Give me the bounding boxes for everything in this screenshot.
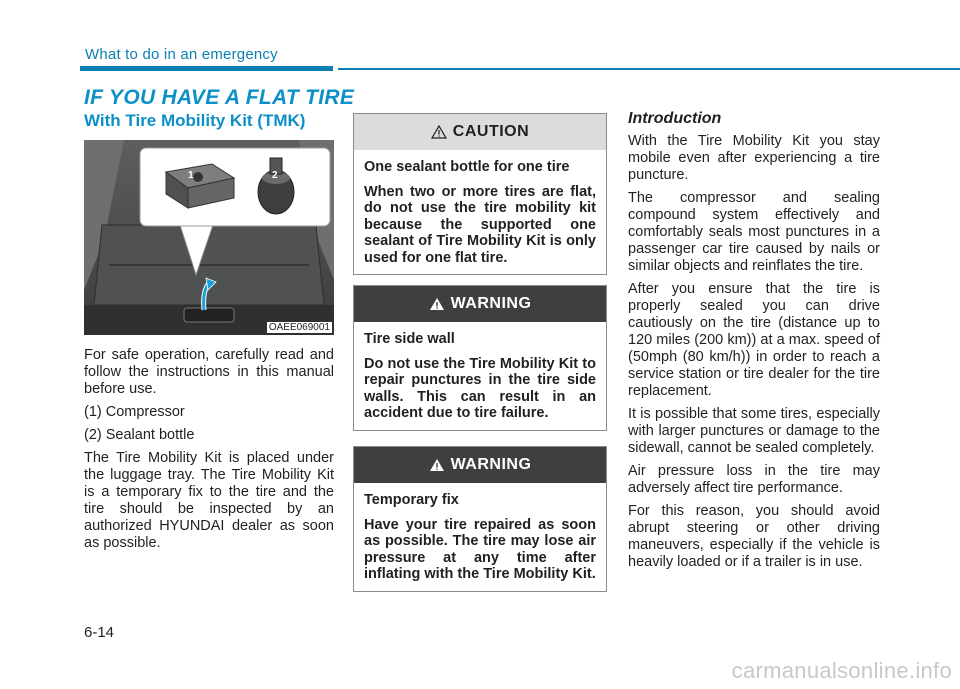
callout-sealant-bottle: 2 [272,170,278,181]
intro-column-text [628,133,880,577]
paragraph: With the Tire Mobility Kit you stay mobile even after experiencing a tire puncture. [628,133,880,183]
header-rule [338,68,960,70]
trunk-drawing [84,140,334,335]
trunk-illustration [84,140,334,335]
paragraph: After you ensure that the tire is properly sealed you can drive cautiously on the tire (distance up to 120 miles (200 km)) at a max. speed of (50mph (80 km/h)) in order to reach a service station or tire dealer for the tire replacement. [628,281,880,399]
paragraph: For safe operation, carefully read and follow the instructions in this manual before use. [84,347,334,397]
caution-label: CAUTION [452,123,530,140]
warning-box-temporary [353,446,607,592]
warning-body [354,322,606,430]
caution-text: When two or more tires are flat, do not use the tire mobility kit because the supported one sealant of Tire Mobility Kit is only used for one flat tire. [364,183,596,266]
running-header: What to do in an emergency [85,46,278,63]
paragraph: The Tire Mobility Kit is placed under the luggage tray. The Tire Mobility Kit is a temporary fix to the tire and the tire should be inspected by an authorized HYUNDAI dealer as soon as possible. [84,450,334,551]
caution-title: One sealant bottle for one tire [364,159,570,175]
warning-triangle-icon [429,458,445,472]
warning-header [354,286,606,322]
list-item: (1) Compressor [84,404,185,420]
subsection-title: With Tire Mobility Kit (TMK) [84,111,306,130]
paragraph: Air pressure loss in the tire may adversely affect tire performance. [628,463,880,496]
intro-heading: Introduction [628,110,722,127]
figure-code: OAEE069001 [268,322,330,333]
warning-title: Temporary fix [364,492,459,508]
caution-triangle-icon [431,125,447,139]
callout-compressor: 1 [188,170,194,181]
warning-triangle-icon [429,297,445,311]
caution-box [353,113,607,275]
caution-header [354,114,606,150]
watermark: carmanualsonline.info [731,658,952,683]
warning-body [354,483,606,591]
caution-body [354,150,606,274]
warning-text: Have your tire repaired as soon as possible. The tire may lose air pressure at any time after inflating with the Tire Mobility Kit. [364,516,596,582]
header-bar [80,66,333,71]
list-item: (2) Sealant bottle [84,427,195,443]
left-column-text [84,347,334,558]
page-number: 6-14 [84,624,115,641]
warning-text: Do not use the Tire Mobility Kit to repair punctures in the tire side walls. This can result in an accident due to tire failure. [364,355,596,421]
warning-label: WARNING [450,456,532,473]
warning-label: WARNING [450,295,532,312]
paragraph: It is possible that some tires, especially with larger punctures or damage to the sidewall, cannot be sealed completely. [628,406,880,456]
warning-box-sidewall [353,285,607,431]
paragraph: The compressor and sealing compound system effectively and comfortably seals most punctures in a passenger car tire caused by nails or similar objects and reinflates the tire. [628,190,880,274]
warning-title: Tire side wall [364,331,455,347]
section-title: IF YOU HAVE A FLAT TIRE [84,86,355,109]
warning-header [354,447,606,483]
paragraph: For this reason, you should avoid abrupt steering or other driving maneuvers, especially if the vehicle is heavily loaded or if a trailer is in use. [628,503,880,570]
